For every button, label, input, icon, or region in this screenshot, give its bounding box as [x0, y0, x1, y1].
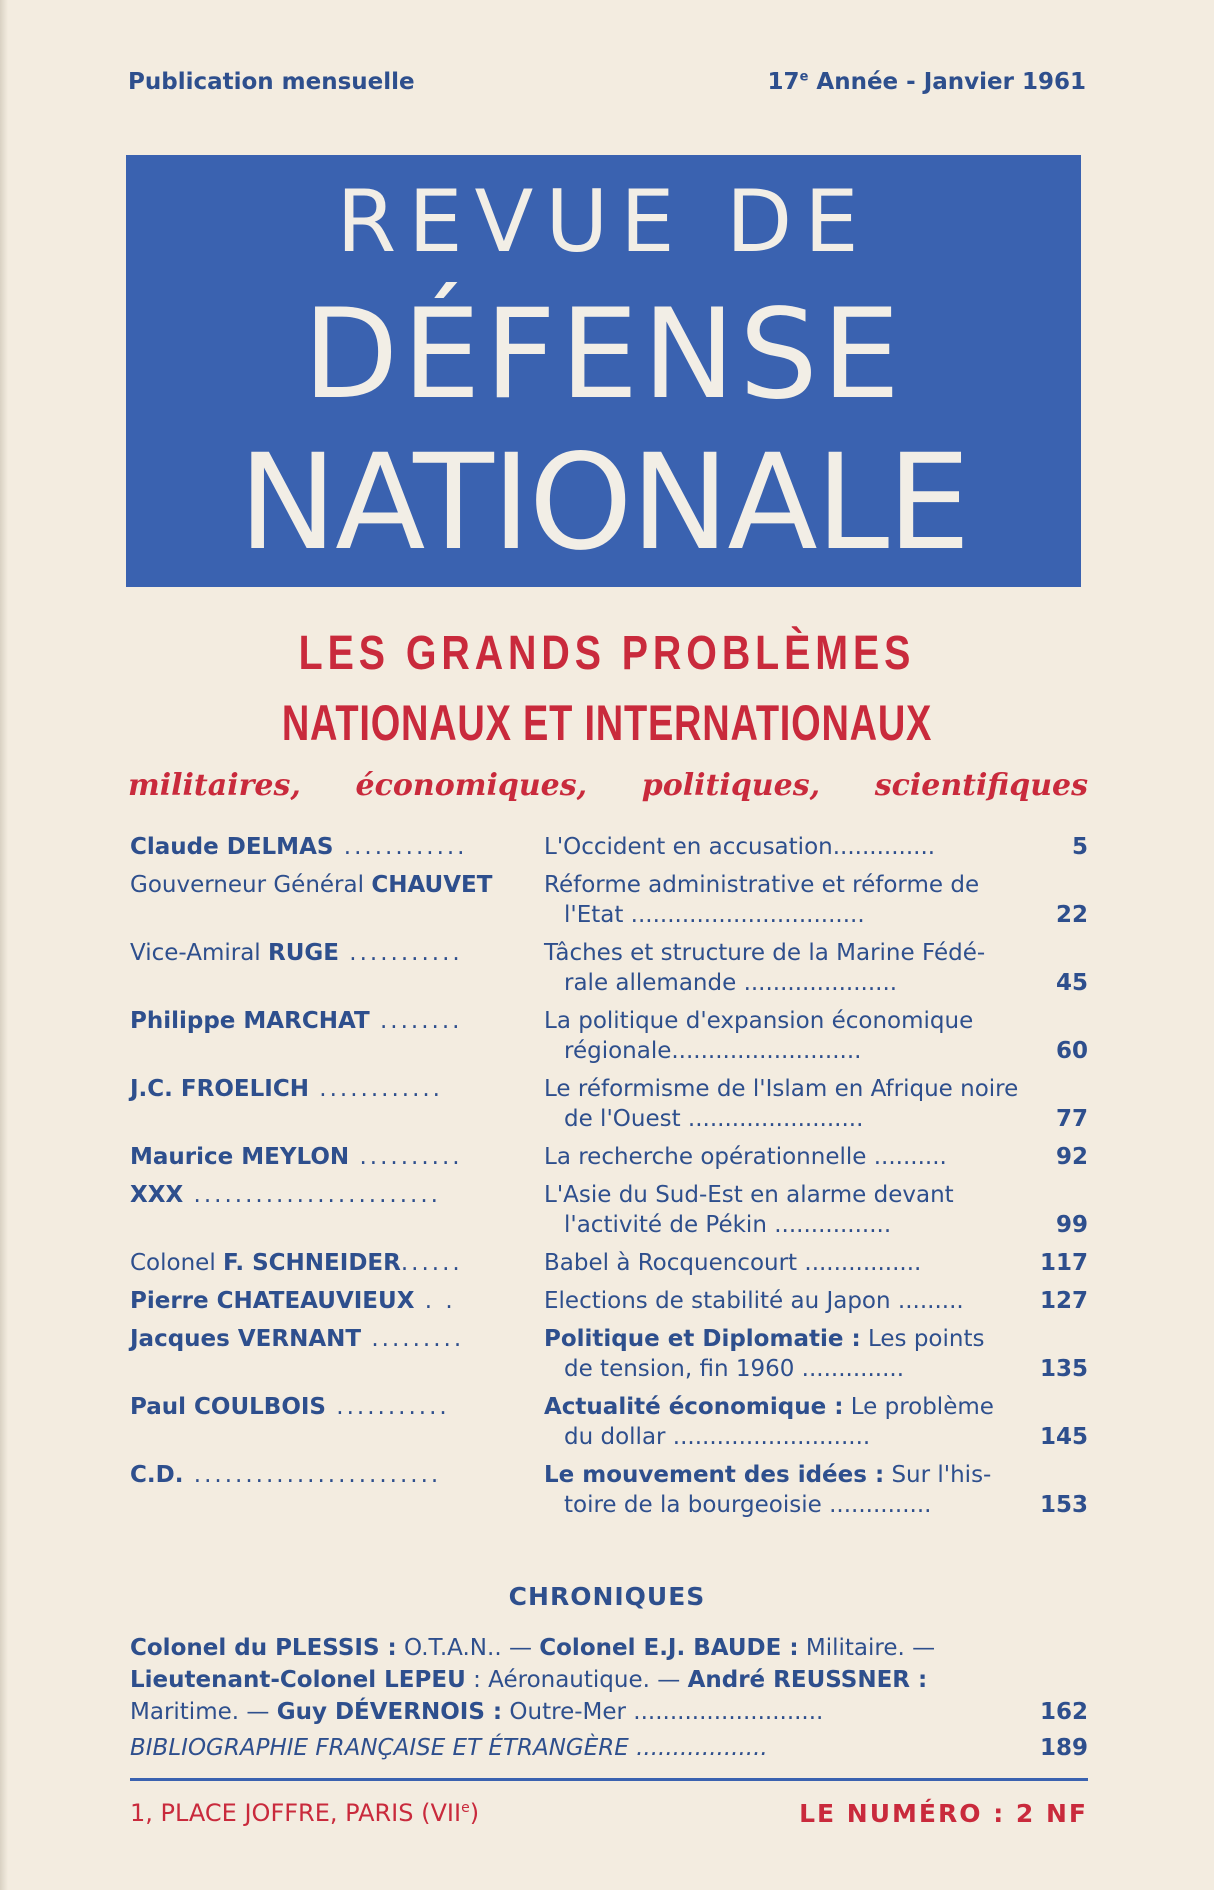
toc-title: La politique d'expansion économique régionale.......................... — [544, 1008, 974, 1064]
page-number: 145 — [1039, 1424, 1088, 1450]
toc-author: C.D. ........................ — [130, 1462, 442, 1488]
page-number: 117 — [1039, 1250, 1088, 1276]
footer-rule — [130, 1778, 1088, 1781]
subtitle-line-2: NATIONAUX ET INTERNATIONAUX — [281, 695, 933, 751]
topic-military: militaires, — [128, 768, 301, 803]
topic-political: politiques, — [641, 768, 821, 803]
toc-author: Colonel F. SCHNEIDER...... — [130, 1250, 463, 1276]
page-number: 5 — [1071, 834, 1088, 860]
topics-line — [128, 768, 1088, 812]
bibliography-entry: BIBLIOGRAPHIE FRANÇAISE ET ÉTRANGÈRE .................. 189 — [130, 1732, 1088, 1764]
banner-line-2: DÉFENSE — [302, 283, 905, 427]
page-number: 135 — [1039, 1356, 1088, 1382]
topic-economic: économiques, — [355, 768, 588, 803]
title-banner — [126, 155, 1081, 587]
page-number: 60 — [1055, 1038, 1088, 1064]
price: LE NUMÉRO : 2 NF — [799, 1798, 1088, 1828]
banner-line-3: NATIONALE — [238, 426, 969, 580]
page-number: 77 — [1055, 1106, 1088, 1132]
banner-line-1: REVUE DE — [336, 172, 871, 272]
chroniques-line-1: Colonel du PLESSIS : O.T.A.N.. — Colonel E.J. BAUDE : Militaire. — — [130, 1635, 936, 1661]
toc-title: Tâches et structure de la Marine Fédé- rale allemande ..................... — [544, 940, 986, 996]
toc-author: Jacques VERNANT ......... — [130, 1326, 465, 1352]
toc-author: Claude DELMAS ............ — [130, 834, 468, 860]
toc-author: Vice-Amiral RUGE ........... — [130, 940, 463, 966]
toc-author: Gouverneur Général CHAUVET — [130, 872, 493, 898]
toc-title: L'Occident en accusation.............. — [544, 834, 936, 860]
page-number: 92 — [1055, 1144, 1088, 1170]
address: 1, PLACE JOFFRE, PARIS (VIIe) — [130, 1799, 480, 1827]
chroniques-heading: CHRONIQUES — [508, 1582, 706, 1611]
toc-title: Actualité économique : Le problème du dollar ........................... — [544, 1394, 994, 1450]
toc-author: Paul COULBOIS ........... — [130, 1394, 450, 1420]
toc-author: J.C. FROELICH ............ — [130, 1076, 443, 1102]
page-number: 153 — [1039, 1492, 1088, 1518]
page-number: 22 — [1055, 902, 1088, 928]
publication-frequency: Publication mensuelle — [128, 69, 415, 95]
page-number: 45 — [1055, 970, 1088, 996]
footer — [130, 1796, 1088, 1830]
toc-title: Babel à Rocquencourt ................ — [544, 1250, 922, 1276]
topic-scientific: scientifiques — [874, 768, 1088, 803]
toc-title: L'Asie du Sud-Est en alarme devant l'activité de Pékin ................ — [544, 1182, 954, 1238]
toc-title: Politique et Diplomatie : Les points de tension, fin 1960 .............. — [544, 1326, 985, 1382]
toc-author: XXX ........................ — [130, 1182, 441, 1208]
chroniques-line-2: Lieutenant-Colonel LEPEU : Aéronautique. — André REUSSNER : — [130, 1667, 928, 1693]
toc-title: Elections de stabilité au Japon ......... — [544, 1288, 964, 1314]
page-number: 127 — [1039, 1288, 1088, 1314]
toc-author: Maurice MEYLON .......... — [130, 1144, 463, 1170]
page-number: 162 — [1039, 1699, 1088, 1725]
toc-title: Le mouvement des idées : Sur l'his- toire de la bourgeoisie .............. — [544, 1462, 992, 1518]
masthead-top — [128, 66, 1086, 98]
chroniques-list — [130, 1632, 1088, 1728]
issue-date: 17e Année - Janvier 1961 — [767, 69, 1086, 95]
toc-title: La recherche opérationnelle .......... — [544, 1144, 947, 1170]
toc-author: Pierre CHATEAUVIEUX . . — [130, 1288, 456, 1314]
page-number: 189 — [1039, 1735, 1088, 1761]
toc-title: Le réformisme de l'Islam en Afrique noire de l'Ouest ........................ — [544, 1076, 1019, 1132]
toc-title: Réforme administrative et réforme de l'Etat ................................ — [544, 872, 980, 928]
toc-author: Philippe MARCHAT ........ — [130, 1008, 463, 1034]
page-number: 99 — [1055, 1212, 1088, 1238]
subtitle-line-1: LES GRANDS PROBLÈMES — [298, 627, 916, 680]
chroniques-line-3: Maritime. — Guy DÉVERNOIS : Outre-Mer .......................... 162 — [130, 1696, 1088, 1728]
